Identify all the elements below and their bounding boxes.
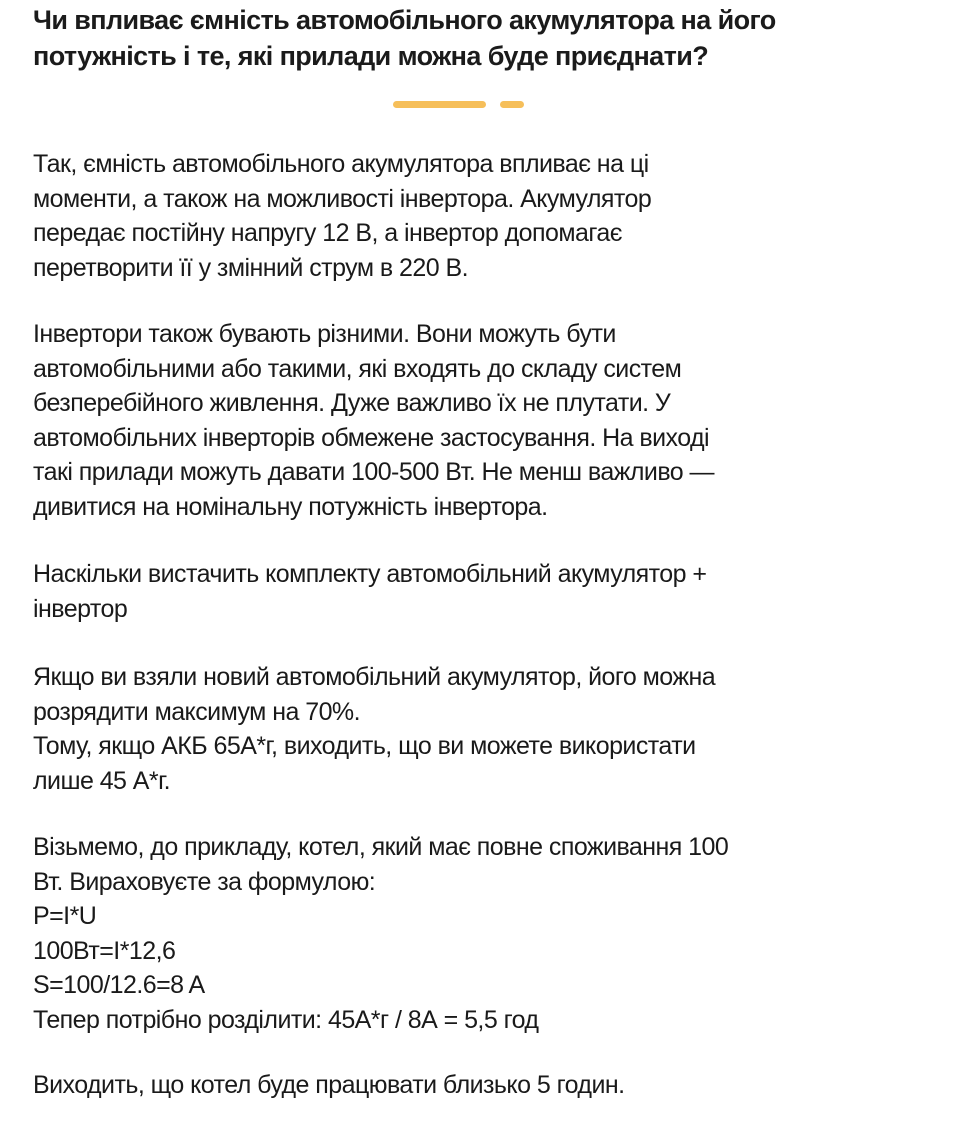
paragraph-section-heading <box>33 557 943 626</box>
title-divider <box>393 101 524 108</box>
paragraph-line: перетворити її у змінний струм в 220 В. <box>33 253 468 282</box>
paragraph-line: лише 45 А*г. <box>33 766 171 795</box>
paragraph-line: розрядити максимум на 70%. <box>33 697 360 726</box>
divider-bar-short <box>500 101 524 108</box>
paragraph-line: такі прилади можуть давати 100-500 Вт. Не менш важливо — <box>33 458 714 486</box>
paragraph-line: Так, ємність автомобільного акумулятора впливає на ці <box>33 150 649 178</box>
paragraph-line: Тому, якщо АКБ 65А*г, виходить, що ви можете використати <box>33 732 696 760</box>
article-title <box>33 2 943 74</box>
paragraph-line: Виходить, що котел буде працювати близько 5 годин. <box>33 1071 625 1099</box>
paragraph-line: дивитися на номінальну потужність інвертора. <box>33 492 548 521</box>
title-line: Чи впливає ємність автомобільного акумулятора на його <box>33 5 776 35</box>
paragraph-line: Наскільки вистачить комплекту автомобільний акумулятор + <box>33 560 707 588</box>
divider-bar-long <box>393 101 486 108</box>
paragraph-formula <box>33 830 943 1037</box>
formula-line: P=I*U <box>33 902 97 930</box>
paragraph-line: Вт. Вираховуєте за формулою: <box>33 867 376 896</box>
title-line: потужність і те, які прилади можна буде приєднати? <box>33 41 709 71</box>
formula-line: 100Вт=I*12,6 <box>33 936 176 965</box>
paragraph-line: безперебійного живлення. Дуже важливо їх не плутати. У <box>33 389 671 417</box>
paragraph-line: Візьмемо, до прикладу, котел, який має повне споживання 100 <box>33 833 729 861</box>
paragraph-capacity-intro <box>33 147 943 285</box>
paragraph-line: інвертор <box>33 594 128 623</box>
paragraph-line: автомобільних інверторів обмежене застосування. На виході <box>33 423 710 452</box>
paragraph-conclusion <box>33 1068 943 1103</box>
formula-line: Тепер потрібно розділити: 45А*г / 8А = 5,5 год <box>33 1005 539 1034</box>
paragraph-line: передає постійну напругу 12 В, а інвертор допомагає <box>33 219 622 247</box>
paragraph-line: моменти, а також на можливості інвертора. Акумулятор <box>33 184 652 213</box>
paragraph-inverter-types <box>33 317 943 524</box>
paragraph-line: автомобільними або такими, які входять до складу систем <box>33 354 682 383</box>
paragraph-line: Якщо ви взяли новий автомобільний акумулятор, його можна <box>33 663 716 691</box>
paragraph-line: Інвертори також бувають різними. Вони можуть бути <box>33 320 616 348</box>
paragraph-discharge <box>33 660 943 798</box>
formula-line: S=100/12.6=8 A <box>33 971 205 999</box>
